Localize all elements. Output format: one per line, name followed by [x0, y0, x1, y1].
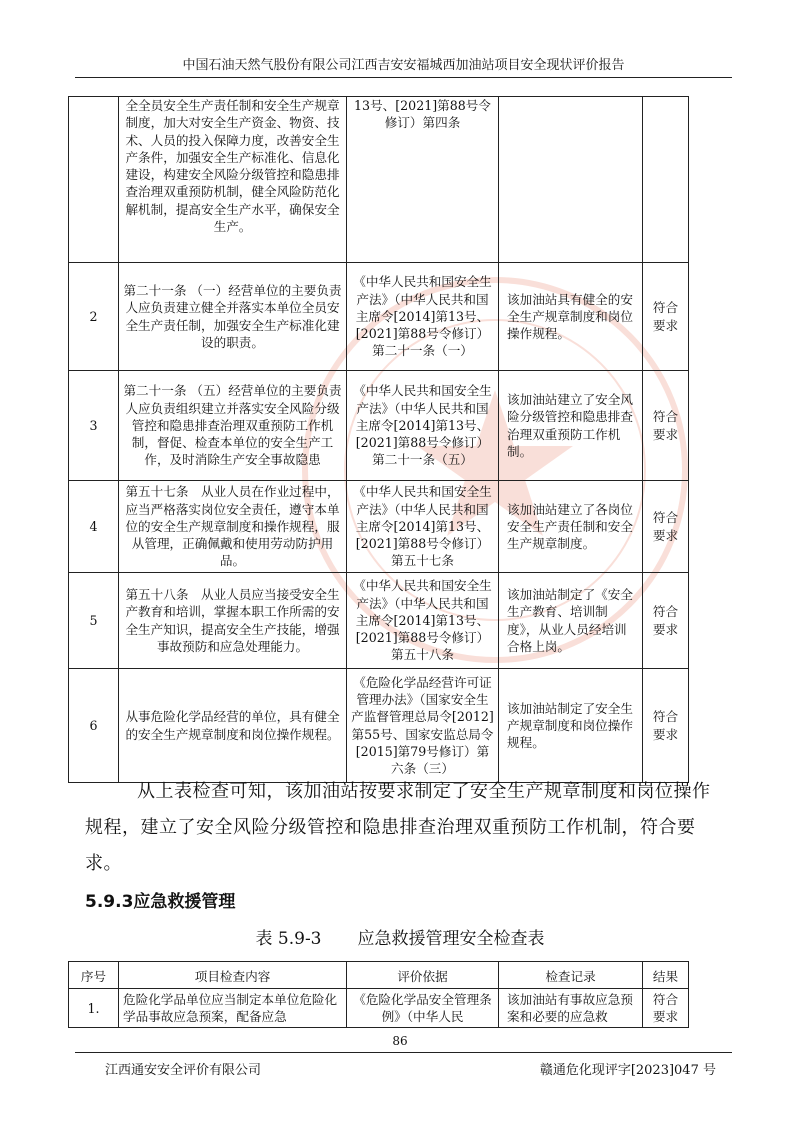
column-header-no: 序号	[69, 962, 119, 989]
check-item: 第五十八条 从业人员应当接受安全生产教育和培训，掌握本职工作所需的安全生产知识，提高安全生产技能，增强事故预防和应急处理能力。	[119, 573, 347, 669]
requirements-table	[68, 96, 689, 783]
check-record: 该加油站具有健全的安全生产规章制度和岗位操作规程。	[499, 263, 643, 371]
evaluation-basis: 《中华人民共和国安全生产法》（中华人民共和国主席令[2014]第13号、[2021]第88号令修订）第二十一条（一）	[347, 263, 499, 371]
check-item: 第五十七条 从业人员在作业过程中，应当严格落实岗位安全责任，遵守本单位的安全生产规章制度和操作规程，服从管理，正确佩戴和使用劳动防护用品。	[119, 481, 347, 573]
row-number: 6	[69, 669, 119, 783]
section-heading: 5.9.3应急救援管理	[85, 892, 236, 912]
check-item: 从事危险化学品经营的单位，具有健全的安全生产规章制度和岗位操作规程。	[119, 669, 347, 783]
evaluation-basis: 13号、[2021]第88号令修订）第四条	[347, 97, 499, 263]
column-header-result: 结果	[643, 962, 689, 989]
evaluation-basis: 《中华人民共和国安全生产法》（中华人民共和国主席令[2014]第13号、[2021]第88号令修订）第二十一条（五）	[347, 371, 499, 481]
check-result: 符合要求	[643, 989, 689, 1028]
evaluation-basis: 《中华人民共和国安全生产法》（中华人民共和国主席令[2014]第13号、[2021]第88号令修订）第五十七条	[347, 481, 499, 573]
column-header-record: 检查记录	[499, 962, 643, 989]
footer-company: 江西通安安全评价有限公司	[105, 1063, 262, 1078]
check-result: 符合要求	[643, 481, 689, 573]
conclusion-text: 从上表检查可知，该加油站按要求制定了安全生产规章制度和岗位操作规程，建立了安全风险分级管控和隐患排查治理双重预防工作机制，符合要求。	[85, 781, 711, 874]
check-record: 该加油站制定了安全生产规章制度和岗位操作规程。	[499, 669, 643, 783]
page-footer	[75, 1052, 732, 1078]
check-item: 第二十一条 （五）经营单位的主要负责人应负责组织建立并落实安全风险分级管控和隐患排查治理双重预防工作机制，督促、检查本单位的安全生产工作，及时消除生产安全事故隐患	[119, 371, 347, 481]
check-result: 符合要求	[643, 573, 689, 669]
evaluation-basis: 《危险化学品安全管理条例》（中华人民	[347, 989, 499, 1028]
table-header-row	[69, 962, 689, 989]
table-row	[69, 97, 689, 263]
check-result	[643, 97, 689, 263]
check-item: 第二十一条 （一）经营单位的主要负责人应负责建立健全并落实本单位全员安全生产责任制，加强安全生产标准化建设的职责。	[119, 263, 347, 371]
check-record	[499, 97, 643, 263]
check-item: 危险化学品单位应当制定本单位危险化学品事故应急预案，配备应急	[119, 989, 347, 1028]
check-record: 该加油站有事故应急预案和必要的应急救	[499, 989, 643, 1028]
table-caption-number: 表 5.9-3	[255, 929, 322, 949]
emergency-rescue-table	[68, 961, 689, 1028]
page-header	[75, 57, 732, 78]
footer-report-number: 赣通危化现评字[2023]047 号	[539, 1063, 716, 1078]
evaluation-basis: 《危险化学品经营许可证管理办法》（国家安全生产监督管理总局令[2012]第55号、国家安监总局令[2015]第79号修订）第六条（三）	[347, 669, 499, 783]
column-header-basis: 评价依据	[347, 962, 499, 989]
row-number: 3	[69, 371, 119, 481]
evaluation-basis: 《中华人民共和国安全生产法》（中华人民共和国主席令[2014]第13号、[2021]第88号令修订）第五十八条	[347, 573, 499, 669]
conclusion-paragraph	[85, 774, 728, 882]
table-row	[69, 573, 689, 669]
row-number: 5	[69, 573, 119, 669]
row-number: 4	[69, 481, 119, 573]
row-number	[69, 97, 119, 263]
check-record: 该加油站制定了《安全生产教育、培训制度》，从业人员经培训合格上岗。	[499, 573, 643, 669]
header-title: 中国石油天然气股份有限公司江西吉安安福城西加油站项目安全现状评价报告	[182, 58, 625, 73]
table-row	[69, 263, 689, 371]
check-result: 符合要求	[643, 669, 689, 783]
column-header-item: 项目检查内容	[119, 962, 347, 989]
table-caption-title: 应急救援管理安全检查表	[357, 929, 545, 949]
check-record: 该加油站建立了各岗位安全生产责任制和安全生产规章制度。	[499, 481, 643, 573]
table-row	[69, 669, 689, 783]
page-number: 86	[392, 1034, 408, 1048]
table-row	[69, 989, 689, 1028]
table-caption	[0, 924, 800, 949]
row-number: 1.	[69, 989, 119, 1028]
check-record: 该加油站建立了安全风险分级管控和隐患排查治理双重预防工作机制。	[499, 371, 643, 481]
check-result: 符合要求	[643, 263, 689, 371]
table-row	[69, 481, 689, 573]
table-row	[69, 371, 689, 481]
row-number: 2	[69, 263, 119, 371]
check-item: 全全员安全生产责任制和安全生产规章制度，加大对安全生产资金、物资、技术、人员的投入保障力度，改善安全生产条件，加强安全生产标准化、信息化建设，构建安全风险分级管控和隐患排查治理双重预防机制，健全风险防范化解机制，提高安全生产水平，确保安全生产。	[119, 97, 347, 263]
check-result: 符合要求	[643, 371, 689, 481]
